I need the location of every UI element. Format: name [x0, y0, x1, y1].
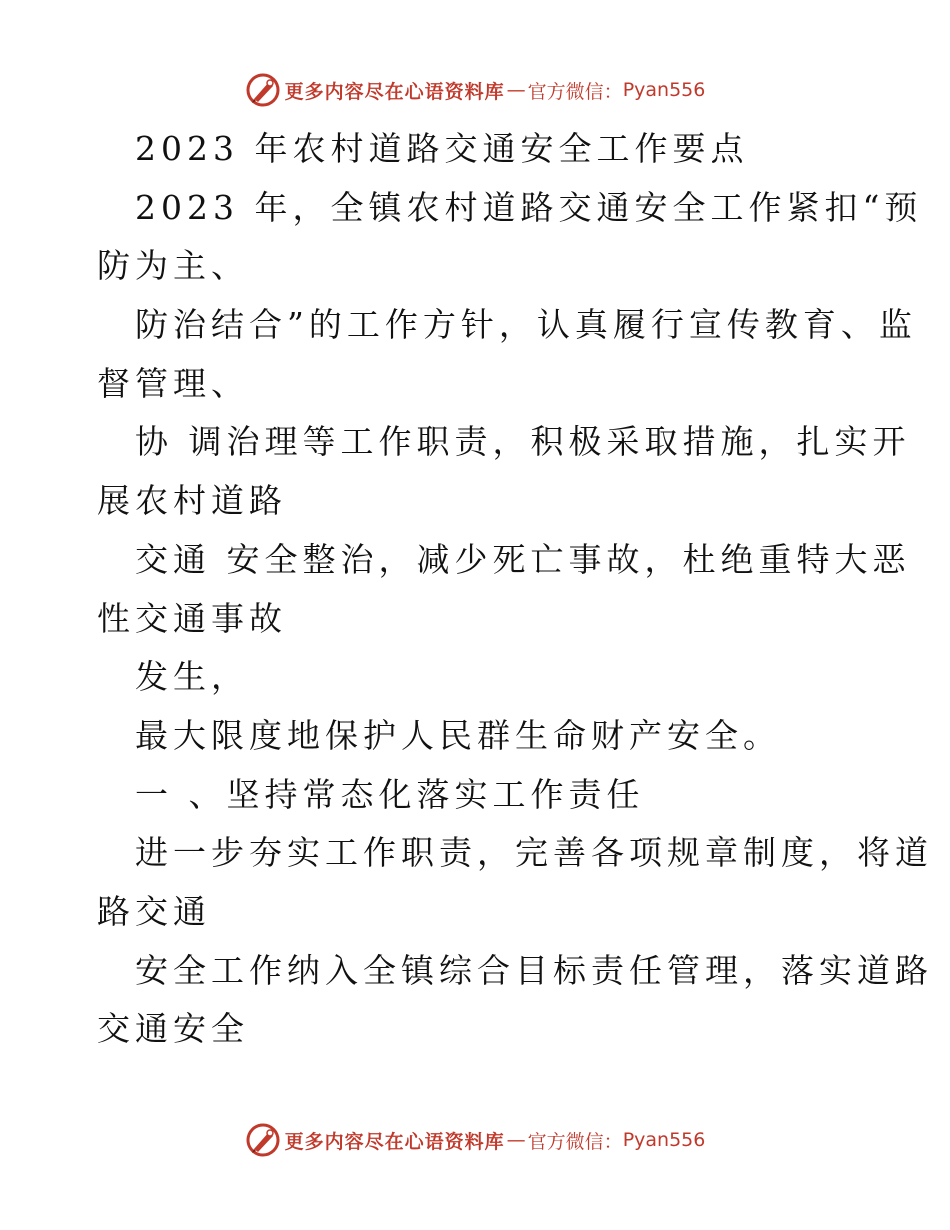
- text-line: 安全工作纳入全镇综合目标责任管理，落实道路: [135, 950, 933, 990]
- text-line: 防为主、: [97, 246, 249, 286]
- banner-dash: —: [506, 1129, 526, 1151]
- text-line: 路交通: [97, 891, 211, 931]
- pen-seal-logo-icon: [245, 72, 281, 108]
- banner-wechat-label: 官方微信：: [527, 80, 623, 103]
- text-line: 2023 年，全镇农村道路交通安全工作紧扣“预: [135, 187, 923, 227]
- text-line: 性交通事故: [97, 598, 287, 638]
- text-line: 一 、坚持常态化落实工作责任: [135, 774, 645, 814]
- banner-brand: 更多内容尽在心语资料库: [284, 1130, 505, 1153]
- document-body: [97, 120, 933, 1059]
- banner-brand: 更多内容尽在心语资料库: [284, 80, 505, 103]
- text-line: 2023 年农村道路交通安全工作要点: [135, 129, 749, 168]
- text-line: 协 调治理等工作职责，积极采取措施，扎实开: [135, 422, 911, 462]
- text-line: 督管理、: [97, 363, 249, 403]
- text-line: 发生，: [135, 657, 249, 697]
- banner-wechat-label: 官方微信：: [527, 1130, 623, 1153]
- text-line: 展农村道路: [97, 481, 287, 521]
- text-line: 最大限度地保护人民群生命财产安全。: [135, 715, 781, 755]
- banner-dash: —: [506, 79, 526, 101]
- pen-seal-logo-icon: [245, 1122, 281, 1158]
- banner-wechat-id: Pyan556: [622, 79, 706, 101]
- text-line: 进一步夯实工作职责，完善各项规章制度，将道: [135, 833, 933, 873]
- text-line: 防治结合”的工作方针，认真履行宣传教育、监: [135, 305, 917, 345]
- text-line: 交通 安全整治，减少死亡事故，杜绝重特大恶: [135, 539, 911, 579]
- banner-wechat-id: Pyan556: [622, 1129, 706, 1151]
- text-line: 交通安全: [97, 1009, 249, 1049]
- header-banner: [0, 70, 950, 110]
- footer-banner: [0, 1120, 950, 1160]
